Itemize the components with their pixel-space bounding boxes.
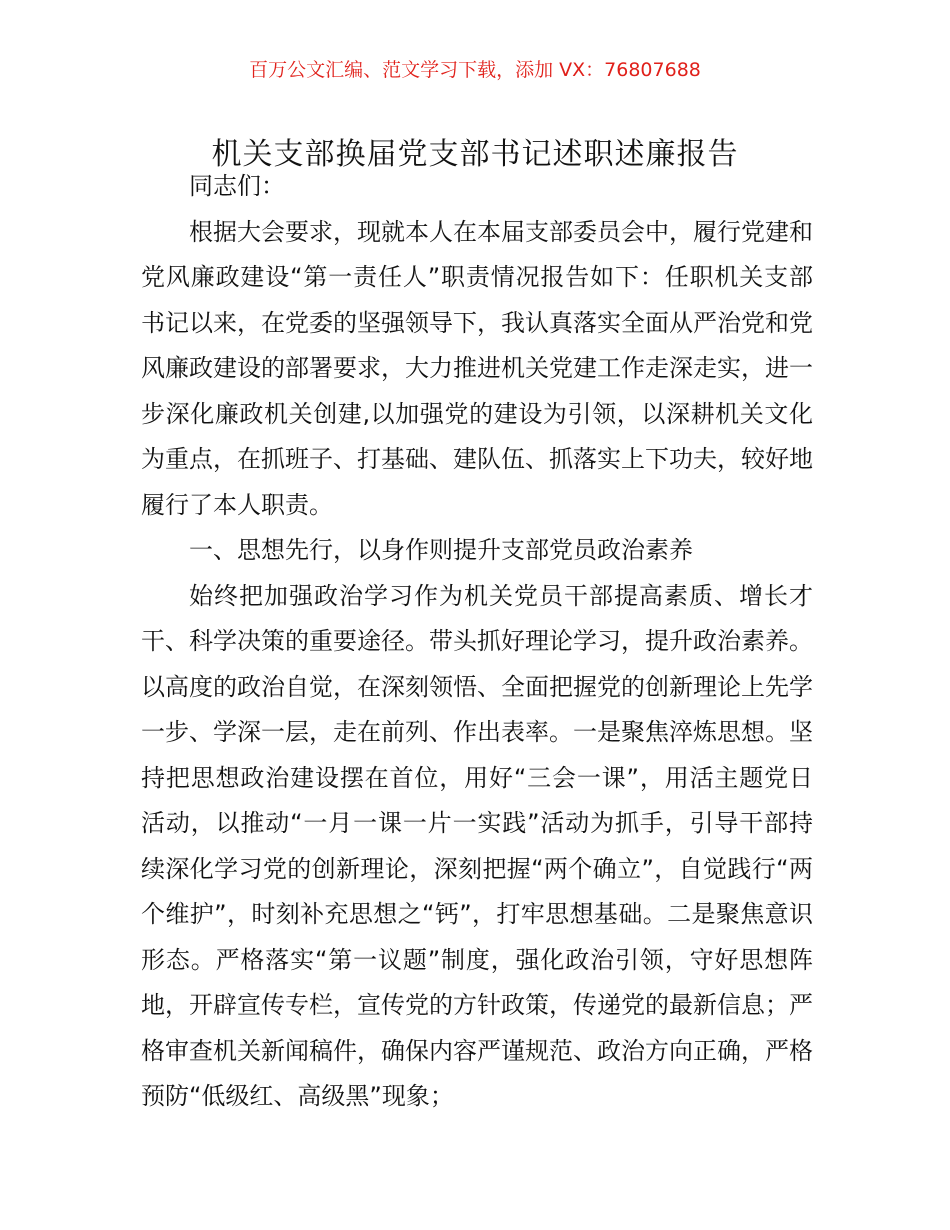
promo-header: 百万公文汇编、范文学习下载，添加 VX：76807688: [249, 59, 701, 81]
section-heading: 一、思想先行，以身作则提升支部党员政治素养: [189, 536, 693, 564]
greeting: 同志们：: [189, 172, 285, 200]
document-title: 机关支部换届党支部书记述职述廉报告: [211, 137, 739, 173]
document-body: [141, 164, 813, 1120]
section-paragraph: 始终把加强政治学习作为机关党员干部提高素质、增长才干、科学决策的重要途径。带头抓好理论学习，提升政治素养。以高度的政治自觉，在深刻领悟、全面把握党的创新理论上先学一步、学深一层，走在前列、作出表率。一是聚焦淬炼思想。坚持把思想政治建设摆在首位，用好“三会一课”，用活主题党日活动，以推动“一月一课一片一实践”活动为抓手，引导干部持续深化学习党的创新理论，深刻把握“两个确立”，自觉践行“两个维护”，时刻补充思想之“钙”，打牢思想基础。二是聚焦意识形态。严格落实“第一议题”制度，强化政治引领，守好思想阵地，开辟宣传专栏，宣传党的方针政策，传递党的最新信息；严格审查机关新闻稿件，确保内容严谨规范、政治方向正确，严格预防“低级红、高级黑”现象；: [141, 581, 813, 1110]
intro-paragraph: 根据大会要求，现就本人在本届支部委员会中，履行党建和党风廉政建设“第一责任人”职责情况报告如下：任职机关支部书记以来，在党委的坚强领导下，我认真落实全面从严治党和党风廉政建设的部署要求，大力推进机关党建工作走深走实，进一步深化廉政机关创建,以加强党的建设为引领，以深耕机关文化为重点，在抓班子、打基础、建队伍、抓落实上下功夫，较好地履行了本人职责。: [141, 217, 813, 519]
